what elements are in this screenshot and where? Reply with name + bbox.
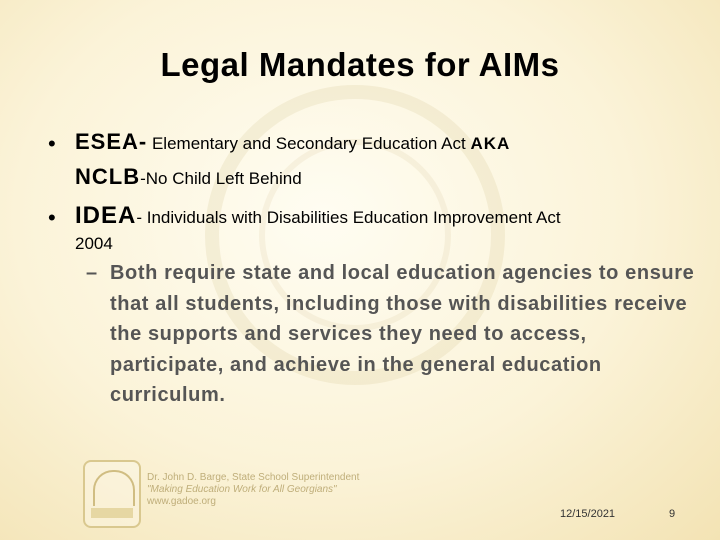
bullet-term-idea: IDEA: [75, 202, 137, 229]
bullet-aka: AKA: [470, 134, 511, 153]
seal-base-icon: [91, 508, 133, 518]
slide-date: 12/15/2021: [560, 508, 616, 520]
slide-number: 9: [669, 508, 676, 520]
bullet-desc-idea: - Individuals with Disabilities Education Improvement Act: [136, 208, 561, 227]
sub-bullet: [86, 258, 696, 411]
bullet-idea: [48, 199, 688, 236]
bullet-dot-icon: •: [48, 131, 56, 156]
bullet-dot-icon: •: [48, 205, 56, 230]
bullet-year: 2004: [75, 234, 113, 253]
sub-bullet-text: Both require state and local education agencies to ensure that all students, including those with disabilities receive the supports and services they need to access, participate, and achieve in the general education curriculum.: [110, 262, 695, 406]
bullet-term-esea: ESEA-: [75, 129, 148, 154]
doe-seal-logo: [83, 460, 141, 528]
slide-title: Legal Mandates for AIMs: [160, 46, 560, 83]
seal-arch-icon: [93, 470, 135, 506]
bullet-esea: [48, 126, 668, 196]
footer-motto: "Making Education Work for All Georgians": [147, 484, 337, 495]
bullet-desc-nclb: -No Child Left Behind: [140, 169, 302, 188]
bullet-desc-esea: Elementary and Secondary Education Act: [147, 134, 471, 153]
dash-icon: –: [86, 262, 98, 284]
bullet-term-nclb: NCLB: [75, 164, 141, 189]
footer-credits: [147, 472, 359, 508]
footer-website: www.gadoe.org: [147, 496, 216, 507]
footer-superintendent: Dr. John D. Barge, State School Superintendent: [147, 472, 360, 483]
